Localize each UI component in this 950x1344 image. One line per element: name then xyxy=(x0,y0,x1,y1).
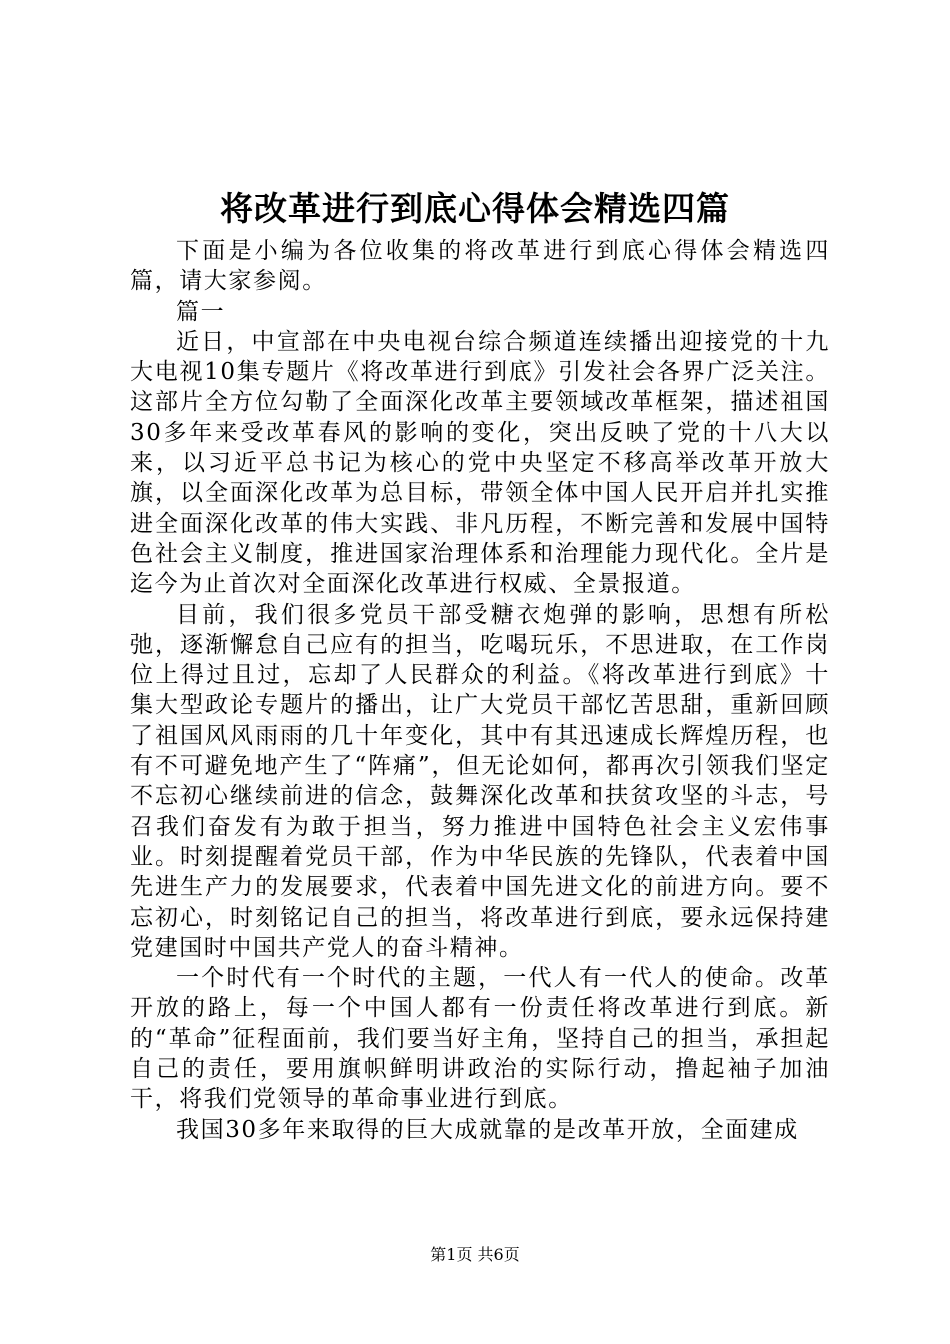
page-number-footer: 第1页 共6页 xyxy=(430,1245,520,1264)
document-body xyxy=(130,236,830,1145)
document-title: 将改革进行到底心得体会精选四篇 xyxy=(220,189,730,228)
body-paragraph: 我国30多年来取得的巨大成就靠的是改革开放，全面建成 xyxy=(176,1116,799,1143)
intro-paragraph: 下面是小编为各位收集的将改革进行到底心得体会精选四篇，请大家参阅。 xyxy=(130,238,830,295)
section-heading-part-one: 篇一 xyxy=(176,298,226,325)
body-paragraph: 目前，我们很多党员干部受糖衣炮弹的影响，思想有所松弛，逐渐懈怠自己应有的担当，吃喝玩乐，不思进取，在工作岗位上得过且过，忘却了人民群众的利益。《将改革进行到底》十集大型政论专题片的播出，让广大党员干部忆苦思甜，重新回顾了祖国风风雨雨的几十年变化，其中有其迅速成长辉煌历程，也有不可避免地产生了“阵痛”，但无论如何，都再次引领我们坚定不忘初心继续前进的信念，鼓舞深化改革和扶贫攻坚的斗志，号召我们奋发有为敢于担当，努力推进中国特色社会主义宏伟事业。时刻提醒着党员干部，作为中华民族的先锋队，代表着中国先进生产力的发展要求，代表着中国先进文化的前进方向。要不忘初心，时刻铭记自己的担当，将改革进行到底，要永远保持建党建国时中国共产党人的奋斗精神。 xyxy=(130,601,830,961)
body-paragraph: 近日，中宣部在中央电视台综合频道连续播出迎接党的十九大电视10集专题片《将改革进行到底》引发社会各界广泛关注。这部片全方位勾勒了全面深化改革主要领域改革框架，描述祖国30多年来受改革春风的影响的变化，突出反映了党的十八大以来，以习近平总书记为核心的党中央坚定不移高举改革开放大旗，以全面深化改革为总目标，带领全体中国人民开启并扎实推进全面深化改革的伟大实践、非凡历程，不断完善和发展中国特色社会主义制度，推进国家治理体系和治理能力现代化。全片是迄今为止首次对全面深化改革进行权威、全景报道。 xyxy=(130,328,830,598)
body-paragraph: 一个时代有一个时代的主题，一代人有一代人的使命。改革开放的路上，每一个中国人都有一份责任将改革进行到底。新的“革命”征程面前，我们要当好主角，坚持自己的担当，承担起自己的责任，要用旗帜鲜明讲政治的实际行动，撸起袖子加油干，将我们党领导的革命事业进行到底。 xyxy=(130,965,830,1113)
